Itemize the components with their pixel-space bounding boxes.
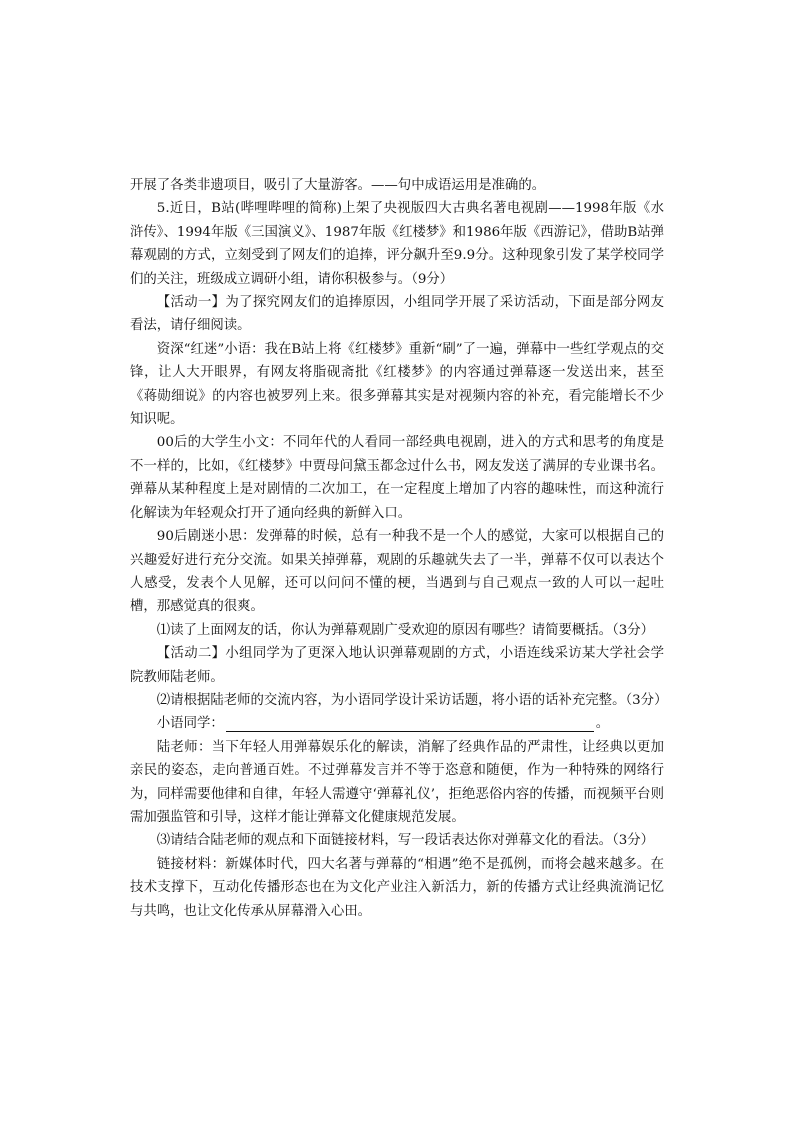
question-5-stem: 5.近日，B站(哔哩哔哩的简称)上架了央视版四大古典名著电视剧——1998年版《水浒传》、1994年版《三国演义》、1987年版《红楼梦》和1986年版《西游记》，借助B站弹幕观剧的方式，立刻受到了网友们的追捧，评分飙升至9.9分。这种现象引发了某学校同学们的关注，班级成立调研小组，请你积极参与。（9分） [130,201,664,287]
paragraph-1: 开展了各类非遗项目，吸引了大量游客。——句中成语运用是准确的。 [130,178,546,193]
teacher-lu-response: 陆老师：当下年轻人用弹幕娱乐化的解读，消解了经典作品的严肃性，让经典以更加亲民的姿态，走向普通百姓。不过弹幕发言并不等于恣意和随便，作为一种特殊的网络行为，同样需要他律和自律，年轻人需遵守‘弹幕礼仪’，拒绝恶俗内容的传播，而视频平台则需加强监管和引导，这样才能让弹幕文化健康规范发展。 [130,739,664,825]
sub-question-2: ⑵请根据陆老师的交流内容，为小语同学设计采访话题，将小语的话补充完整。（3分） [156,692,668,708]
netizen-view-xiaoyu: 资深“红迷”小语：我在B站上将《红楼梦》重新“刷”了一遍，弹幕中一些红学观点的交锋，让人大开眼界，有网友将脂砚斋批《红楼梦》的内容通过弹幕逐一发送出来，甚至《蒋勋细说》的内容也被罗列上来。很多弹幕其实是对视频内容的补充，看完能增长不少知识呢。 [130,341,664,428]
activity-2-intro: 【活动二】小组同学为了更深入地认识弹幕观剧的方式，小语连线采访某大学社会学院教师陆老师。 [130,646,664,685]
blank-prompt: 小语同学： [156,716,224,732]
netizen-view-xiaowen: 00后的大学生小文：不同年代的人看同一部经典电视剧，进入的方式和思考的角度是不一样的，比如，《红楼梦》中贾母问黛玉都念过什么书，网友发送了满屏的专业课书名。弹幕从某种程度上是对剧情的二次加工，在一定程度上增加了内容的趣味性，而这种流行化解读为年轻观众打开了通向经典的新鲜入口。 [130,435,664,521]
blank-end: 。 [595,716,610,732]
answer-blank[interactable] [226,716,594,732]
exam-page [130,174,668,923]
answer-blank-line [130,712,664,735]
netizen-view-xiaosi: 90后剧迷小思：发弹幕的时候，总有一种我不是一个人的感觉，大家可以根据自己的兴趣爱好进行充分交流。如果关掉弹幕，观剧的乐趣就失去了一半，弹幕不仅可以表达个人感受，发表个人见解，还可以问问不懂的梗，当遇到与自己观点一致的人可以一起吐槽，那感觉真的很爽。 [130,529,664,615]
sub-question-1: ⑴读了上面网友的话，你认为弹幕观剧广受欢迎的原因有哪些？请简要概括。（3分） [156,622,655,638]
activity-1-intro: 【活动一】为了探究网友们的追捧原因，小组同学开展了采访活动，下面是部分网友看法，请仔细阅读。 [130,295,664,334]
link-material: 链接材料：新媒体时代，四大名著与弹幕的“相遇”绝不是孤例，而将会越来越多。在技术支撑下，互动化传播形态也在为文化产业注入新活力，新的传播方式让经典流淌记忆与共鸣，也让文化传承从屏幕滑入心田。 [130,856,664,919]
sub-question-3: ⑶请结合陆老师的观点和下面链接材料，写一段话表达你对弹幕文化的看法。（3分） [156,833,655,849]
